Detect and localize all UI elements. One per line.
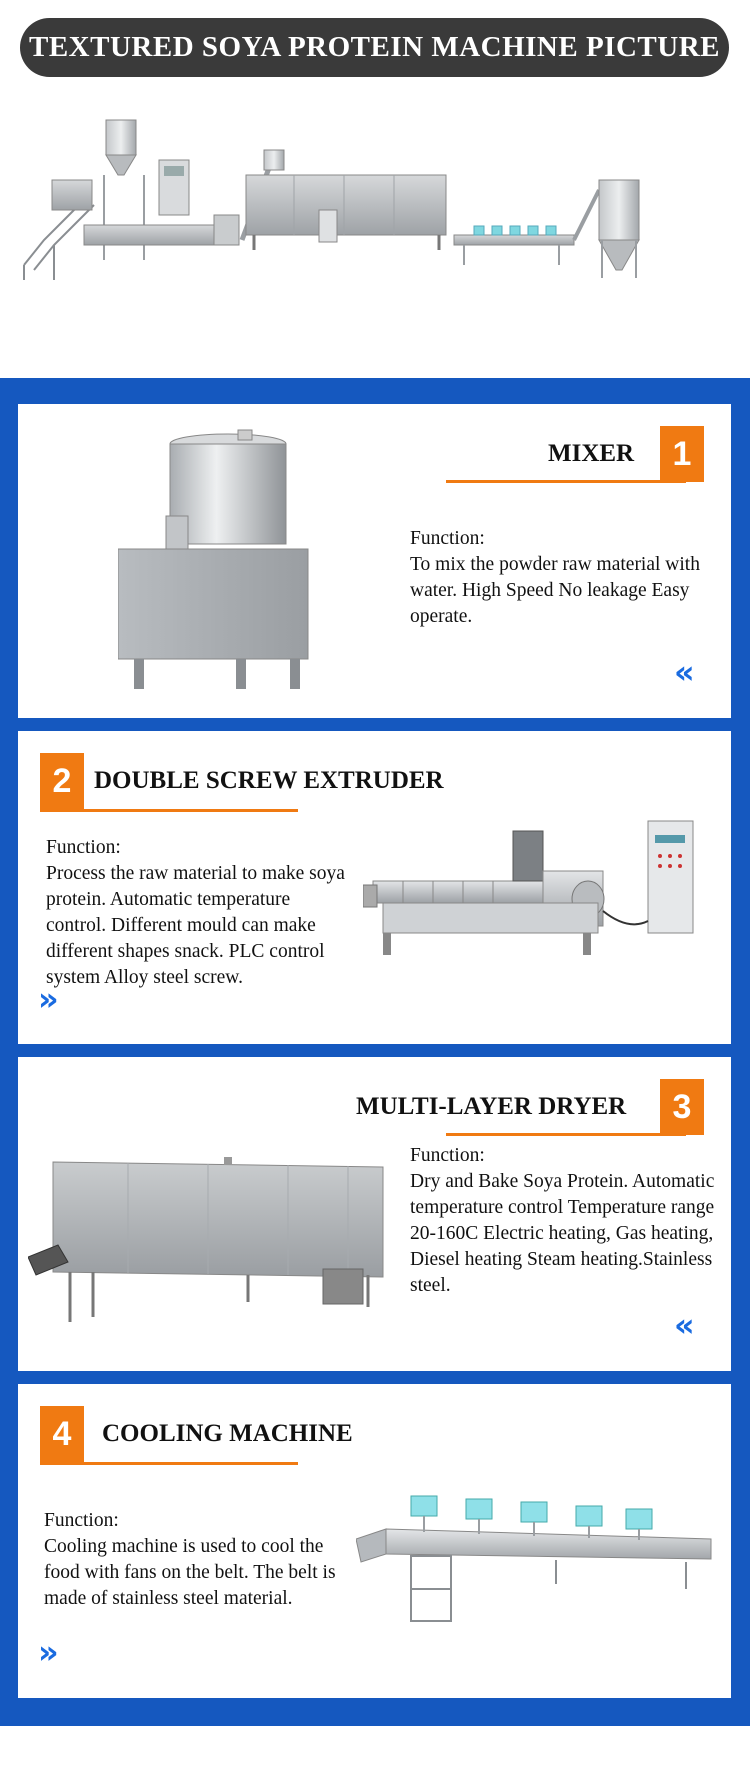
function-label: Function: <box>410 1145 485 1166</box>
step-number-badge: 1 <box>660 426 704 482</box>
mixer-function <box>410 526 715 630</box>
function-label: Function: <box>410 528 485 549</box>
chevron-right-icon: » <box>38 980 59 1018</box>
section-dryer <box>18 1057 731 1371</box>
function-label: Function: <box>44 1510 119 1531</box>
production-line-image <box>14 100 736 325</box>
dryer-function <box>410 1143 722 1299</box>
extruder-image <box>363 811 718 991</box>
chevron-left-icon: « <box>674 653 695 691</box>
section-extruder <box>18 731 731 1044</box>
title-underline <box>446 480 686 483</box>
dryer-image <box>28 1157 398 1342</box>
cooling-title: COOLING MACHINE <box>102 1420 353 1447</box>
chevron-right-icon: » <box>38 1633 59 1671</box>
mixer-description: To mix the powder raw material with water. High Speed No leakage Easy operate. <box>410 554 700 627</box>
title-underline <box>40 1462 298 1465</box>
chevron-left-icon: « <box>674 1306 695 1344</box>
mixer-image <box>118 424 318 704</box>
function-label: Function: <box>46 837 121 858</box>
title-underline <box>446 1133 686 1136</box>
page-title: TEXTURED SOYA PROTEIN MACHINE PICTURE <box>20 18 729 77</box>
cooling-description: Cooling machine is used to cool the food with fans on the belt. The belt is made of stainless steel material. <box>44 1536 336 1609</box>
cooling-image <box>356 1484 726 1634</box>
extruder-title: DOUBLE SCREW EXTRUDER <box>94 767 444 794</box>
step-number-badge: 4 <box>40 1406 84 1462</box>
section-mixer <box>18 404 731 718</box>
step-number-badge: 2 <box>40 753 84 809</box>
mixer-title: MIXER <box>548 440 635 467</box>
title-underline <box>40 809 298 812</box>
dryer-title: MULTI-LAYER DRYER <box>356 1093 627 1120</box>
extruder-function <box>46 835 354 991</box>
extruder-description: Process the raw material to make soya protein. Automatic temperature control. Different mould can make different shapes snack. PLC control system Alloy steel screw. <box>46 863 345 988</box>
dryer-description: Dry and Bake Soya Protein. Automatic temperature control Temperature range 20-160C Electric heating, Gas heating, Diesel heating Steam heating.Stainless steel. <box>410 1171 715 1296</box>
section-cooling <box>18 1384 731 1698</box>
cooling-function <box>44 1508 349 1612</box>
step-number-badge: 3 <box>660 1079 704 1135</box>
